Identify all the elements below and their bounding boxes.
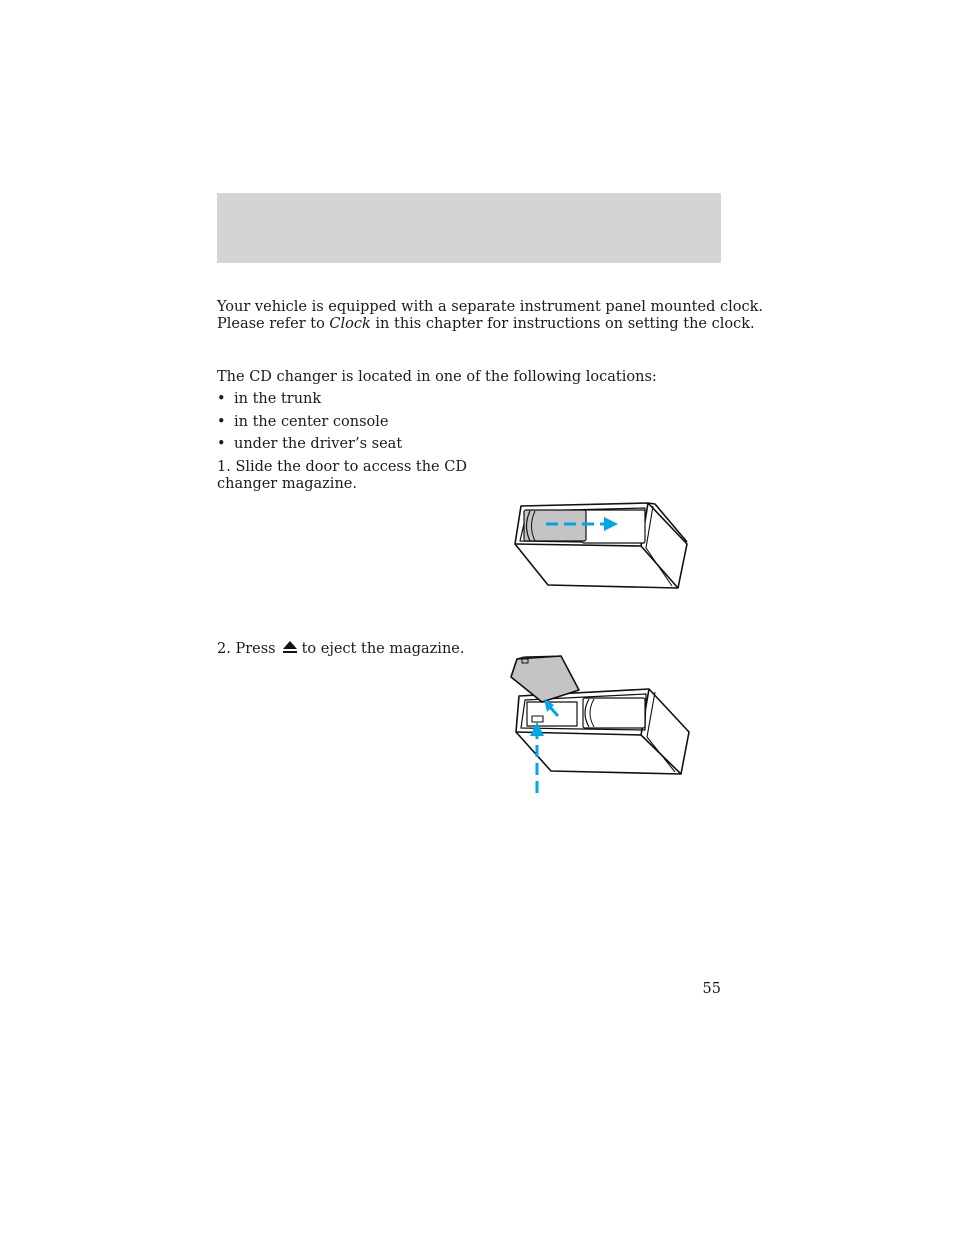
page-number: 55	[702, 981, 721, 997]
location-label: in the center console	[234, 414, 389, 430]
clock-line-2-after: in this chapter for instructions on setting the clock.	[370, 316, 755, 332]
location-label: under the driver’s seat	[234, 436, 403, 452]
cd-intro: The CD changer is located in one of the following locations:	[217, 369, 657, 385]
location-item	[217, 414, 389, 431]
step-2-suffix: to eject the magazine.	[301, 641, 465, 657]
clock-line-1: Your vehicle is equipped with a separate instrument panel mounted clock.	[217, 299, 763, 315]
clock-paragraph	[217, 299, 763, 333]
step-1	[217, 459, 467, 493]
clock-reference: Clock	[329, 316, 371, 332]
cd-changer-slide-door-illustration	[508, 498, 693, 594]
location-item	[217, 436, 402, 453]
location-item	[217, 391, 321, 408]
clock-line-2-before: Please refer to	[217, 316, 330, 332]
bullet-icon: •	[217, 391, 226, 407]
step-1-line-1: 1. Slide the door to access the CD	[217, 459, 467, 475]
cd-changer-eject-illustration	[505, 652, 695, 800]
step-1-line-2: changer magazine.	[217, 476, 357, 492]
section-header-band	[217, 193, 721, 263]
bullet-icon: •	[217, 414, 226, 430]
bullet-icon: •	[217, 436, 226, 452]
eject-icon	[282, 640, 298, 654]
step-2-prefix: 2. Press	[217, 641, 276, 657]
step-2	[217, 640, 464, 658]
location-label: in the trunk	[234, 391, 322, 407]
